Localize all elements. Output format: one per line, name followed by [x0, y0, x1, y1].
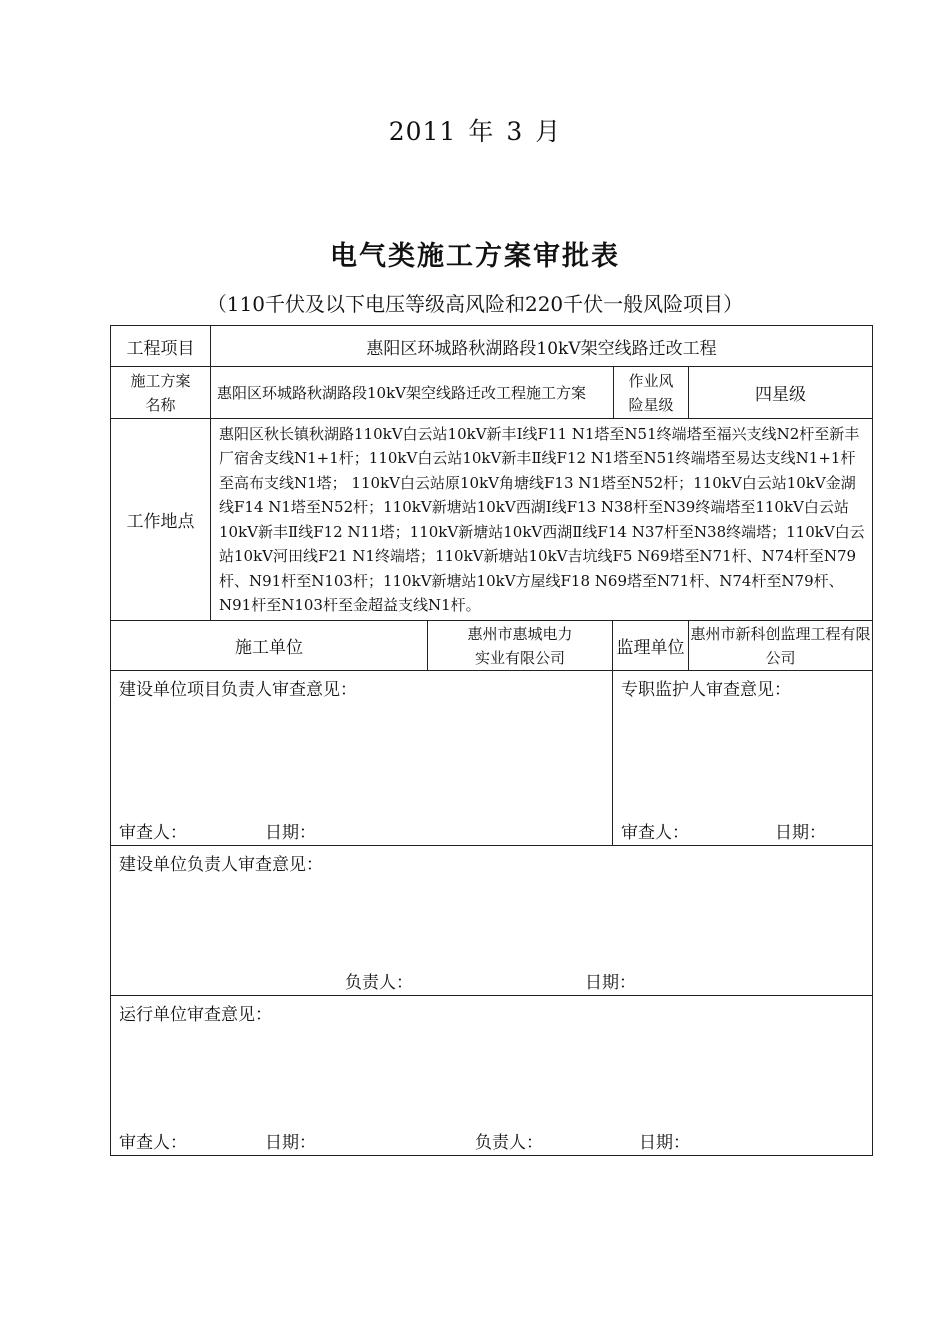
review-project-manager-heading: 建设单位项目负责人审查意见： [119, 680, 357, 700]
review-project-manager-reviewer-label: 审查人： [119, 823, 187, 843]
work-location-label: 工作地点 [111, 419, 211, 621]
review-supervisor-date-label: 日期： [775, 823, 826, 843]
plan-name-label-line2: 名称 [145, 395, 176, 414]
row-review-operation [111, 996, 873, 1156]
row-review-first [111, 671, 873, 846]
construction-unit-value-line1: 惠州市惠城电力 [467, 624, 573, 643]
plan-name-label [111, 367, 211, 419]
review-operation-reviewer-label: 审查人： [119, 1133, 187, 1153]
supervision-unit-label: 监理单位 [613, 621, 689, 671]
construction-unit-label: 施工单位 [111, 621, 428, 671]
date-year-unit: 年 [468, 117, 495, 146]
review-supervisor-heading: 专职监护人审查意见： [621, 680, 791, 700]
risk-level-label-line2: 险星级 [628, 395, 674, 414]
review-supervisor-reviewer-label: 审查人： [621, 823, 689, 843]
row-project [111, 326, 873, 367]
plan-name-value: 惠阳区环城路秋湖路段10kV架空线路迁改工程施工方案 [211, 367, 614, 419]
risk-level-label-line1: 作业风 [628, 371, 674, 390]
row-review-owner [111, 846, 873, 996]
project-value: 惠阳区环城路秋湖路段10kV架空线路迁改工程 [211, 326, 873, 367]
review-operation-date-label: 日期： [265, 1133, 316, 1153]
review-operation-responsible-label: 负责人： [475, 1133, 543, 1153]
date-month-unit: 月 [535, 117, 562, 146]
row-units [111, 621, 873, 671]
review-owner-cell [111, 846, 873, 996]
risk-level-label [614, 367, 689, 419]
row-work-location [111, 419, 873, 621]
construction-unit-value-line2: 实业有限公司 [474, 648, 565, 667]
approval-form-table [110, 325, 873, 1156]
document-title: 电气类施工方案审批表 [330, 241, 620, 272]
date-year: 2011 [388, 117, 457, 146]
review-operation-cell [111, 996, 873, 1156]
review-project-manager-cell [111, 671, 613, 846]
construction-unit-value [428, 621, 613, 671]
review-owner-responsible-label: 负责人： [345, 973, 413, 993]
project-label: 工程项目 [111, 326, 211, 367]
row-plan-name [111, 367, 873, 419]
risk-level-value: 四星级 [689, 367, 873, 419]
work-location-value: 惠阳区秋长镇秋湖路110kV白云站10kV新丰Ⅰ线F11 N1塔至N51终端塔至福兴支线N2杆至新丰厂宿舍支线N1+1杆；110kV白云站10kV新丰Ⅱ线F12 N1塔至N51终端塔至易达支线N1+1杆至高布支线N1塔； 110kV白云站原10kV角塘线F13 N1塔至N52杆；110kV白云站10kV金湖线F14 N1塔至N52杆；110kV新塘站10kV西湖Ⅰ线F13 N38杆至N39终端塔至110kV白云站10kV新丰Ⅱ线F12 N11塔；110kV新塘站10kV西湖Ⅱ线F14 N37杆至N38终端塔；110kV白云站10kV河田线F21 N1终端塔；110kV新塘站10kV吉坑线F5 N69塔至N71杆、N74杆至N79杆、N91杆至N103杆；110kV新塘站10kV方屋线F18 N69塔至N71杆、N74杆至N79杆、N91杆至N103杆至金超益支线N1杆。 [211, 419, 873, 621]
document-subtitle: （110千伏及以下电压等级高风险和220千伏一般风险项目） [206, 292, 744, 316]
supervision-unit-value: 惠州市新科创监理工程有限公司 [689, 621, 873, 671]
review-supervisor-cell [613, 671, 873, 846]
plan-name-label-line1: 施工方案 [130, 371, 191, 390]
review-project-manager-date-label: 日期： [265, 823, 316, 843]
date-month: 3 [506, 117, 524, 146]
document-date [0, 112, 950, 148]
review-owner-date-label: 日期： [585, 973, 636, 993]
review-operation-date2-label: 日期： [639, 1133, 690, 1153]
review-owner-heading: 建设单位负责人审查意见： [119, 855, 323, 875]
review-operation-heading: 运行单位审查意见： [119, 1005, 272, 1025]
